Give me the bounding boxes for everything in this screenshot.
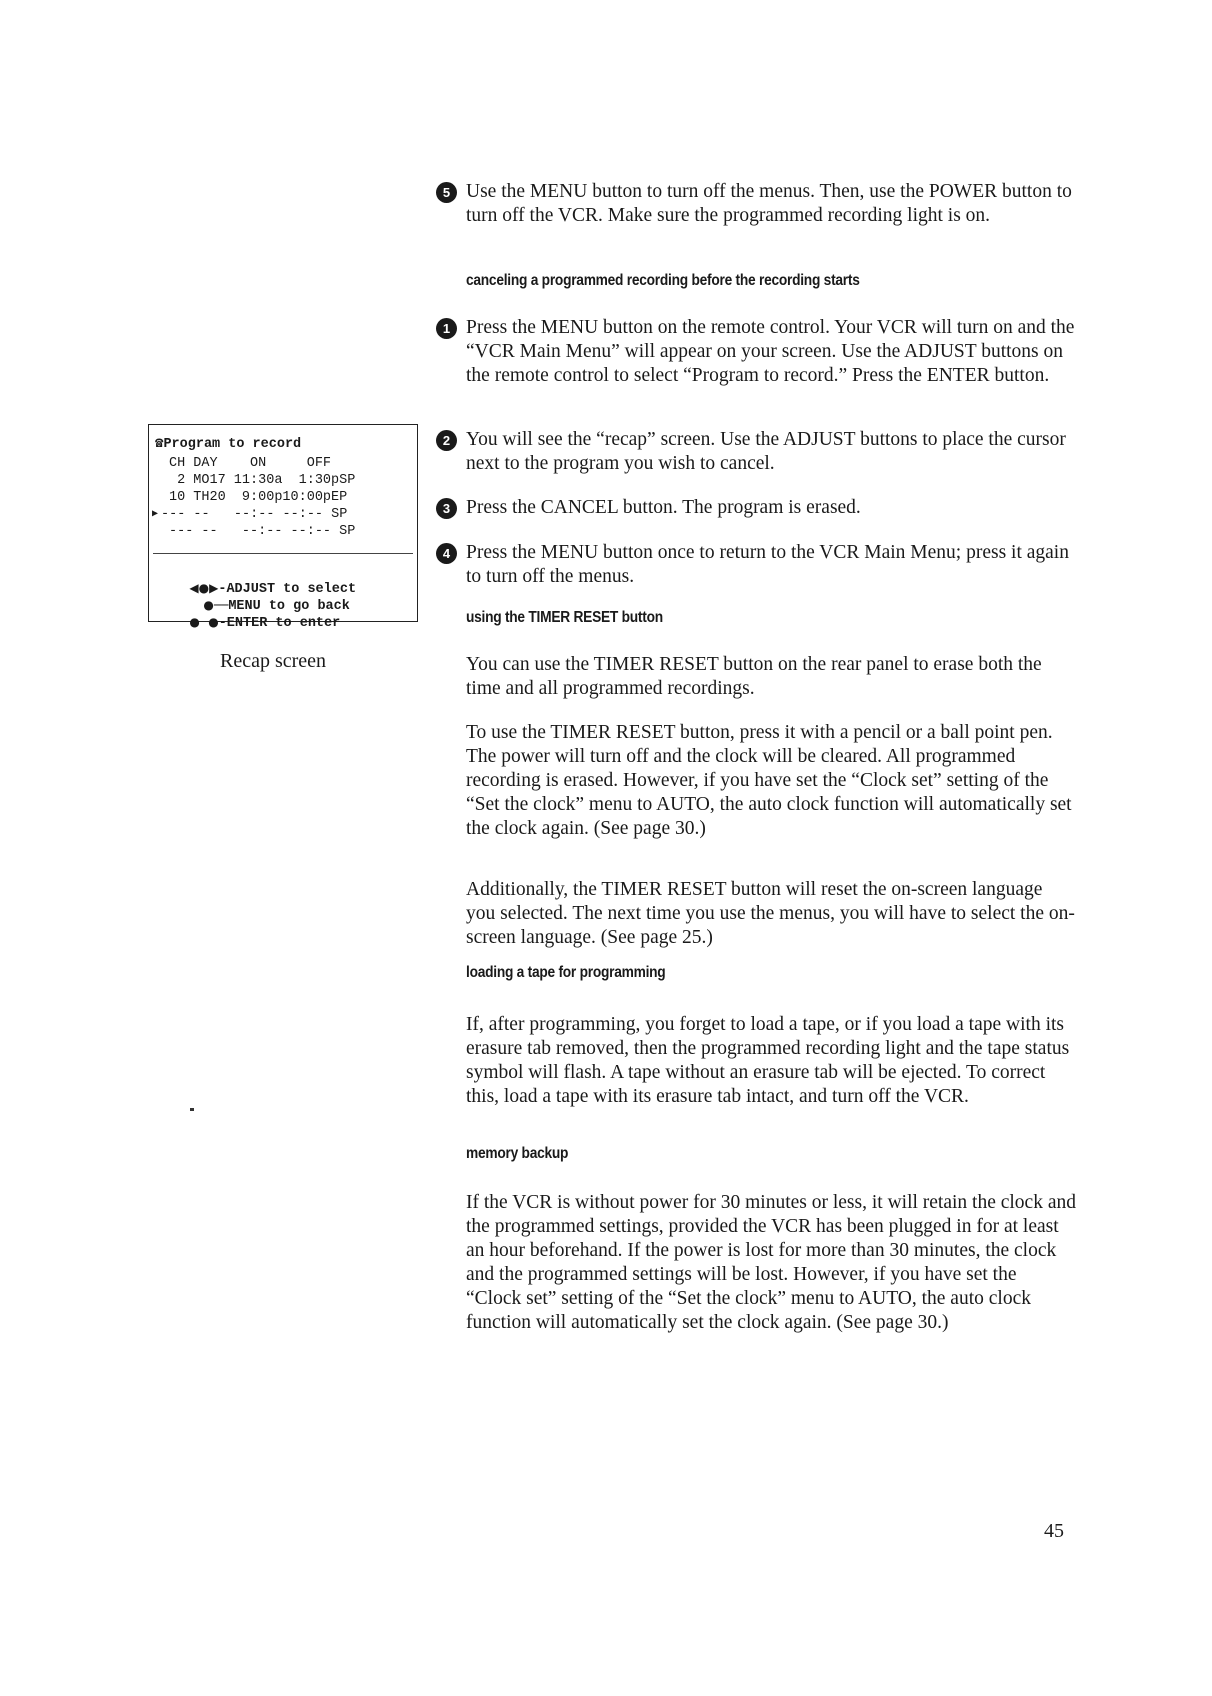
paragraph: If the VCR is without power for 30 minutes or less, it will retain the clock and the programmed settings, provided the VCR has been plugged in for at least an hour beforehand. If the power is lost for more than 30 minutes, the clock and the programmed settings will be lost. However, if you have set the “Clock set” setting of the “Set the clock” menu to AUTO, the auto clock function will automatically set the clock again. (See page 30.) (466, 1192, 1076, 1333)
clock-icon: ☎ (155, 436, 164, 452)
step-number-badge: 3 (436, 498, 457, 519)
recap-row: 10 TH20 9:00p10:00pEP (169, 490, 348, 505)
recap-hint-menu: ●──MENU to go back (203, 598, 350, 614)
step-number-badge: 4 (436, 543, 457, 564)
recap-hint-adjust: ◀●▶-ADJUST to select (189, 581, 357, 597)
recap-header-row: CH DAY ON OFF (169, 456, 332, 471)
menu-button-icon: ●── (203, 598, 229, 612)
recap-screen (148, 424, 418, 631)
step-text: Press the CANCEL button. The program is erased. (466, 497, 861, 518)
step-3 (442, 496, 1086, 520)
step-number-badge: 5 (436, 182, 457, 203)
cursor-arrow-icon: ▶ (152, 509, 159, 520)
step-text: You will see the “recap” screen. Use the ADJUST buttons to place the cursor next to the program you wish to cancel. (466, 429, 1066, 474)
speck (190, 1108, 194, 1111)
section-heading-loading: loading a tape for programming (466, 964, 666, 981)
step-text: Use the MENU button to turn off the menus. Then, use the POWER button to turn off the VCR. Make sure the programmed recording light is on. (466, 181, 1072, 226)
recap-title: ☎Program to record (155, 436, 302, 452)
recap-row: --- -- --:-- --:-- SP (161, 507, 348, 522)
paragraph: Additionally, the TIMER RESET button will reset the on-screen language you selected. The next time you use the menus, you will have to select the on-screen language. (See page 25.) (466, 879, 1075, 948)
section-heading-cancel: canceling a programmed recording before the recording starts (466, 272, 860, 289)
recap-hint-enter: ● ●-ENTER to enter (189, 615, 341, 631)
step-2 (442, 428, 1086, 476)
page-number: 45 (1044, 1520, 1064, 1542)
divider (153, 553, 413, 554)
recap-caption: Recap screen (220, 650, 327, 672)
enter-button-icon: ● ● (189, 615, 219, 629)
step-text: Press the MENU button once to return to the VCR Main Menu; press it again to turn off the menus. (466, 542, 1069, 587)
section-heading-memory-backup: memory backup (466, 1145, 569, 1162)
step-4 (442, 541, 1086, 589)
step-number-badge: 2 (436, 430, 457, 451)
recap-row: 2 MO17 11:30a 1:30pSP (169, 473, 356, 488)
step-1 (442, 316, 1086, 388)
adjust-arrows-icon: ◀●▶ (189, 581, 219, 595)
paragraph: To use the TIMER RESET button, press it with a pencil or a ball point pen. The power will turn off and the clock will be cleared. All programmed recording is erased. However, if you have set the “Clock set” setting of the “Set the clock” menu to AUTO, the auto clock function will automatically set the clock again. (See page 30.) (466, 722, 1072, 839)
paragraph: If, after programming, you forget to load a tape, or if you load a tape with its erasure tab removed, then the programmed recording light and the tape status symbol will flash. A tape without an erasure tab will be ejected. To correct this, load a tape with its erasure tab intact, and turn off the VCR. (466, 1014, 1070, 1107)
section-heading-timer-reset: using the TIMER RESET button (466, 609, 663, 626)
step-5 (442, 180, 1086, 228)
paragraph: You can use the TIMER RESET button on the rear panel to erase both the time and all programmed recordings. (466, 654, 1042, 699)
step-number-badge: 1 (436, 318, 457, 339)
recap-row: --- -- --:-- --:-- SP (169, 524, 356, 539)
step-text: Press the MENU button on the remote control. Your VCR will turn on and the “VCR Main Menu” will appear on your screen. Use the ADJUST buttons on the remote control to select “Program to record.” Press the ENTER button. (466, 317, 1075, 386)
